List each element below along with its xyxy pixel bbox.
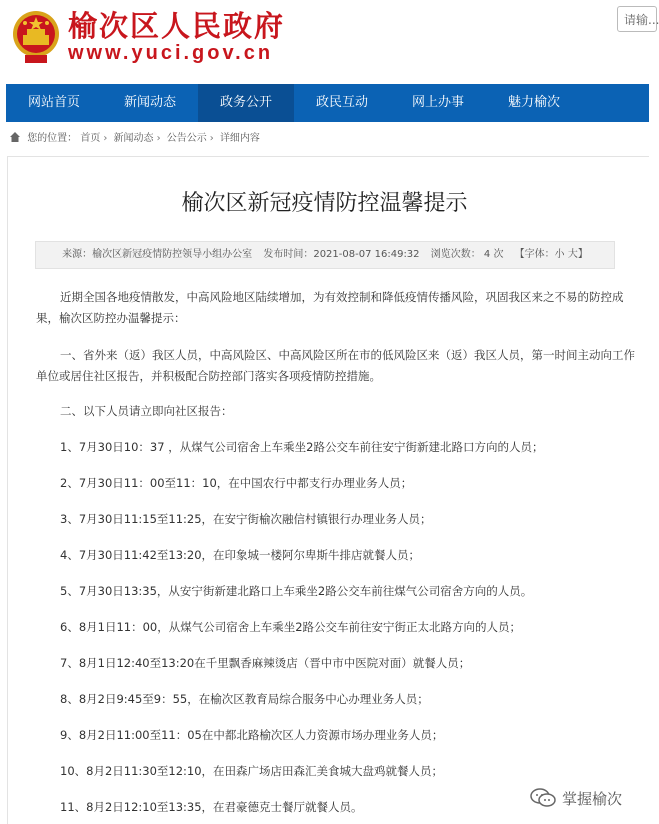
nav-item-gov-affairs[interactable]: 政务公开 [198, 84, 294, 122]
list-item: 8、8月2日9:45至9：55，在榆次区教育局综合服务中心办理业务人员； [60, 692, 429, 706]
list-item: 9、8月2日11:00至11：05在中都北路榆次区人力资源市场办理业务人员； [60, 728, 444, 742]
nav-item-interaction[interactable]: 政民互动 [315, 95, 368, 110]
list-item: 3、7月30日11:15至11:25，在安宁街榆次融信村镇银行办理业务人员； [60, 512, 432, 526]
section1-line-2: 单位或居住社区报告，并积极配合防控部门落实各项疫情防控措施。 [36, 369, 381, 383]
article-meta [35, 241, 615, 269]
nav-item-online-services[interactable]: 网上办事 [411, 95, 464, 110]
intro-line-2: 果，榆次区防控办温馨提示： [36, 311, 186, 325]
breadcrumb-detail: 详细内容 [219, 133, 260, 144]
site-url[interactable]: www.yuci.gov.cn [68, 42, 274, 64]
main-nav [6, 84, 649, 122]
list-item: 1、7月30日10：37 ，从煤气公司宿舍上车乘坐2路公交车前往安宁街新建北路口方向的人员； [60, 440, 544, 454]
section2-heading: 二、以下人员请立即向社区报告： [60, 404, 233, 418]
list-item: 7、8月1日12:40至13:20在千里飘香麻辣烫店（晋中市中医院对面）就餐人员； [60, 656, 471, 670]
nav-item-news[interactable]: 新闻动态 [123, 95, 176, 110]
home-icon [10, 132, 20, 142]
breadcrumb-news[interactable]: 新闻动态 [113, 133, 154, 144]
section1-line-1: 一、省外来（返）我区人员，中高风险区、中高风险区所在市的低风险区来（返）我区人员，第一时间主动向工作 [60, 348, 635, 362]
list-item: 11、8月2日12:10至13:35，在君豪德克士餐厅就餐人员。 [60, 800, 363, 814]
meta-views: 浏览次数： 4 次 [430, 249, 504, 260]
intro-line-1: 近期全国各地疫情散发，中高风险地区陆续增加，为有效控制和降低疫情传播风险，巩固我区来之不易的防控成 [60, 290, 624, 304]
breadcrumb: 您的位置： 首页 › 新闻动态 › 公告公示 › 详细内容 [10, 129, 260, 149]
wechat-icon [530, 787, 556, 809]
watermark-text: 掌握榆次 [562, 789, 623, 808]
meta-source: 来源：榆次区新冠疫情防控领导小组办公室 [62, 249, 253, 260]
breadcrumb-home[interactable]: 首页 [80, 133, 101, 144]
article-title: 榆次区新冠疫情防控温馨提示 [181, 191, 468, 216]
list-item: 6、8月1日11：00，从煤气公司宿舍上车乘坐2路公交车前往安宁街正太北路方向的人员； [60, 620, 522, 634]
search-input[interactable]: 请输... [617, 6, 657, 32]
list-item: 2、7月30日11：00至11：10，在中国农行中都支行办理业务人员； [60, 476, 413, 490]
breadcrumb-label: 您的位置： [27, 133, 78, 144]
meta-published: 发布时间：2021-08-07 16:49:32 [263, 249, 420, 260]
meta-font-size[interactable]: 【字体：小 大】 [514, 249, 588, 260]
list-item: 5、7月30日13:35，从安宁街新建北路口上车乘坐2路公交车前往煤气公司宿舍方向的人员。 [60, 584, 533, 598]
wechat-watermark [530, 785, 622, 811]
list-item: 10、8月2日11:30至12:10，在田森广场店田森汇美食城大盘鸡就餐人员； [60, 764, 444, 778]
site-title[interactable]: 榆次区人民政府 [68, 9, 286, 43]
nav-item-charm-yuci[interactable]: 魅力榆次 [507, 95, 560, 110]
site-header [0, 0, 659, 84]
national-emblem-icon [11, 7, 61, 65]
breadcrumb-notices[interactable]: 公告公示 [166, 133, 207, 144]
list-item: 4、7月30日11:42至13:20，在印象城一楼阿尔卑斯牛排店就餐人员； [60, 548, 421, 562]
nav-item-home[interactable]: 网站首页 [27, 95, 80, 110]
